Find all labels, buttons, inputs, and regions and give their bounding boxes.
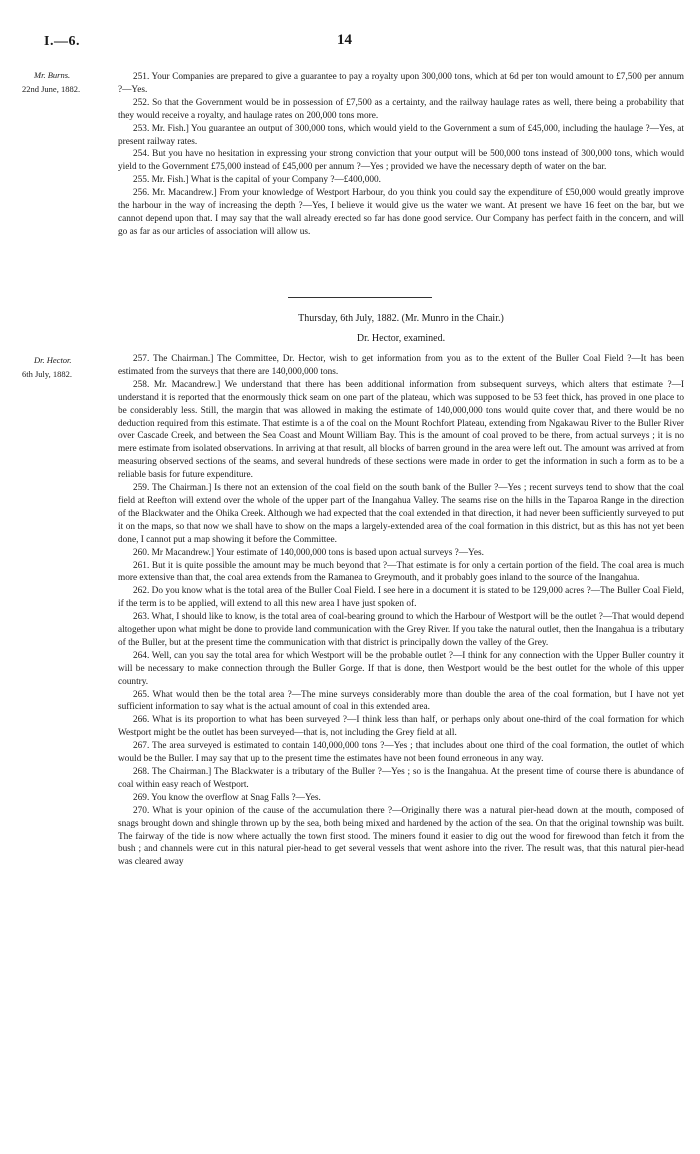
question-paragraph: 269. You know the overflow at Snag Falls ?—Yes.: [133, 792, 321, 803]
evidence-section-1: [118, 71, 684, 239]
margin-date: 6th July, 1882.: [22, 369, 72, 379]
question-paragraph: 256. Mr. Macandrew.] From your knowledge of Westport Harbour, do you think you could say the expenditure of £50,000 would greatly improve the harbour in the way of increasing the depth ?—Yes, I believe it would give us the water we want. At present we have 16 feet on the bar, but we cannot depend upon that. I may say that the wall already erected so far has done good service. Our Company has perfect faith in the concern, and will go as far as our articles of association will allow us.: [118, 188, 684, 237]
witness-heading: Dr. Hector, examined.: [356, 333, 446, 344]
question-paragraph: 258. Mr. Macandrew.] We understand that there has been additional information from subsequent surveys, which alters that estimate ?—I understand it is reported that the enormously thick seam on one part of the plateau, which was supposed to be 53 feet thick, has proved in one place to be considerably less. Still, the margin that was allowed in making the estimate of 140,000,000 tons would quite cover that, and there would be no deduction required from this estimate. That estimte is a of the coal on the Mount Rochfort Plateau, extending from Ngakawau River to the Buller River over Cascade Creek, and between the Sea Coast and Mount William Bay. This is the amount of coal proved to be there, from actual surveys ; it is no mere estimate from isolated observations. In arriving at that result, all blocks of barren ground in the area were left out. The amount was arrived at from measuring observed sections of the seams, and several hundreds of these sections were made in order to get the information in such a form as to be a reliable basis for future expenditure.: [118, 379, 684, 481]
question-paragraph: 270. What is your opinion of the cause of the accumulation there ?—Originally there was a natural pier-head down at the mouth, composed of snags brought down and shingle thrown up by the sea, both being mixed and hardened by the action of the sea. On that the original township was built. The fairway of the tide is now where actually the town first stood. The miners found it easier to dig out the wood for firewood than fetch it from the bush ; and channels were cut in this natural pier-head to get several vessels that went ashore into the river. The result was, that this natural pier-head was cleared away: [118, 805, 684, 868]
question-paragraph: 262. Do you know what is the total area of the Buller Coal Field. I see here in a document it is stated to be 129,000 acres ?—The Buller Coal Field, if the term is to be applied, will extend to all this new area I have just spoken of.: [118, 586, 684, 610]
question-paragraph: 252. So that the Government would be in possession of £7,500 as a certainty, and the railway haulage rates as well, there being a probability that they would receive a royalty, and haulage rates on 200,000 tons more.: [118, 97, 684, 121]
question-paragraph: 264. Well, can you say the total area for which Westport will be the probable outlet ?—I think for any connection with the Upper Buller country it will be necessary to make connection through the Buller Gorge. If that is done, then Westport would be the best outlet for the whole of this upper country.: [118, 650, 684, 687]
question-paragraph: 260. Mr Macandrew.] Your estimate of 140,000,000 tons is based upon actual surveys ?—Yes.: [133, 547, 484, 558]
sitting-heading: Thursday, 6th July, 1882. (Mr. Munro in the Chair.): [298, 313, 504, 324]
question-paragraph: 259. The Chairman.] Is there not an extension of the coal field on the south bank of the Buller ?—Yes ; recent surveys tend to show that the coal field at Reefton will extend over the whole of the upper part of the Inangahua Valley. The seams rise on the hills in the Taparoa Range in the direction of the Blackwater and the Ohika Creek. Although we had expected that the coal extended in that direction, it had never been sufficiently surveyed to put it on the maps, so that now we shall have to show on the maps a largely-extended area of the coal formation in this district, but as this has not yet been done, I cannot put a map showing it before the Committee.: [118, 483, 684, 545]
question-paragraph: 255. Mr. Fish.] What is the capital of your Company ?—£400,000.: [133, 175, 381, 186]
margin-date: 22nd June, 1882.: [22, 84, 81, 94]
question-paragraph: 263. What, I should like to know, is the total area of coal-bearing ground to which the Harbour of Westport will be the outlet ?—That would depend altogether upon what might be done to provide land communication with the Grey River. If you take the natural outlet, then the Inangahua is a tributary of the Buller, but at the present time the communication with that district is principally down the valley of the Grey.: [118, 612, 684, 648]
question-paragraph: 268. The Chairman.] The Blackwater is a tributary of the Buller ?—Yes ; so is the Inangahua. At the present time of course there is abundance of coal within easy reach of Westport.: [118, 767, 684, 790]
question-paragraph: 261. But it is quite possible the amount may be much beyond that ?—That estimate is for only a certain portion of the field. The coal area is much more extensive than that, the coal area extends from the Ramanea to Greymouth, and it probably goes inland to the source of the Inangahua.: [118, 560, 684, 584]
question-paragraph: 265. What would then be the total area ?—The mine surveys considerably more than double the area of the coal formation, but I have not yet sufficient information to say what is the actual amount of coal in this extended area.: [118, 689, 684, 713]
question-paragraph: 267. The area surveyed is estimated to contain 140,000,000 tons ?—Yes ; that includes about one third of the coal formation, the outlet of which would be the Buller. I may say that up to the present time the estimates have not been found erroneous in any way.: [118, 741, 684, 765]
page-number: 14: [337, 32, 352, 48]
evidence-section-2: [118, 353, 684, 869]
parliamentary-paper-code: I.—6.: [44, 34, 80, 49]
section-divider: [288, 297, 432, 298]
question-paragraph: 266. What is its proportion to what has been surveyed ?—I think less than half, or perhaps only about one-third of the coal formation for which Westport might be the outlet has been surveyed—that is, not including the Grey field at all.: [118, 715, 684, 739]
question-paragraph: 251. Your Companies are prepared to give a guarantee to pay a royalty upon 300,000 tons, which at 6d per ton would amount to £7,500 per annum ?—Yes.: [118, 72, 684, 95]
question-paragraph: 257. The Chairman.] The Committee, Dr. Hector, wish to get information from you as to the extent of the Buller Coal Field ?—It has been estimated from the surveys that there are 140,000,000 tons.: [118, 354, 684, 377]
question-paragraph: 253. Mr. Fish.] You guarantee an output of 300,000 tons, which would yield to the Government a sum of £45,000, including the haulage ?—Yes, at present railway rates.: [118, 123, 684, 147]
question-paragraph: 254. But you have no hesitation in expressing your strong conviction that your output will be 500,000 tons instead of 300,000 tons, which would yield to the Government £75,000 instead of £45,000 per annum ?—Yes ; provided we have the necessary depth of water on the bar.: [118, 149, 684, 173]
margin-speaker-name: Dr. Hector.: [34, 355, 72, 365]
margin-speaker-name: Mr. Burns.: [34, 70, 71, 80]
